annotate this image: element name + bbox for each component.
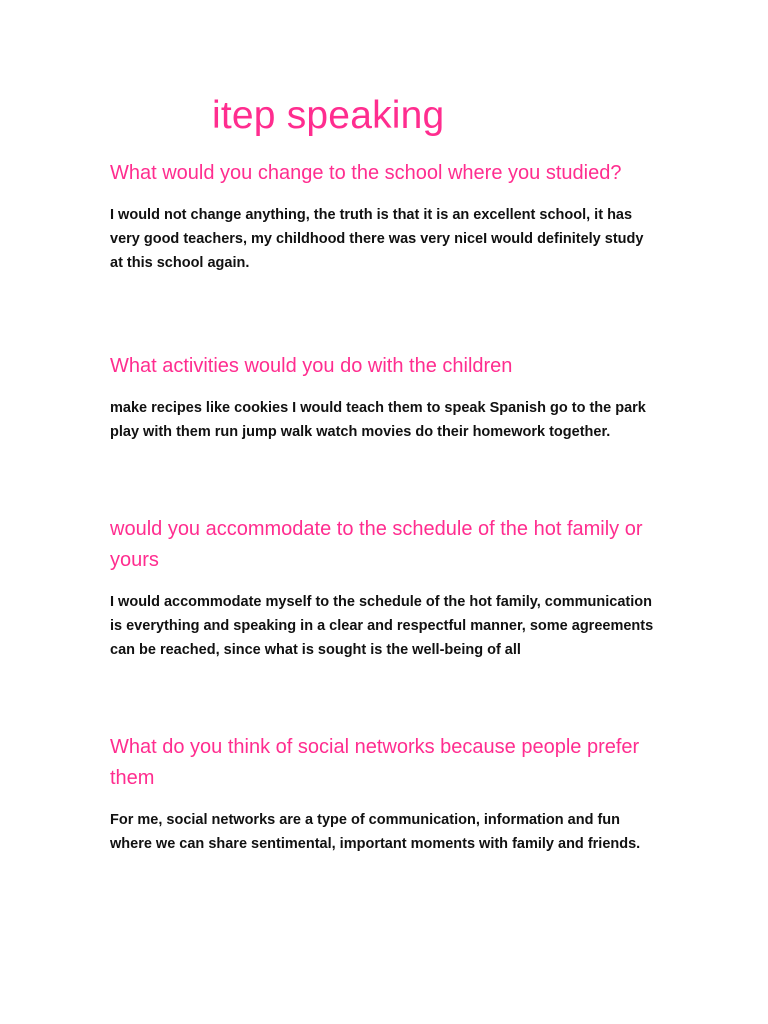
document-title: itep speaking (212, 94, 445, 137)
qa-section-schedule (110, 514, 658, 662)
answer-text: I would accommodate myself to the schedule of the hot family, communication is everything and speaking in a clear and respectful manner, some agreements can be reached, since what is sought is the well-being of all (110, 594, 654, 658)
qa-section-activities (110, 351, 658, 444)
answer-text: I would not change anything, the truth is that it is an excellent school, it has very good teachers, my childhood there was very niceI would definitely study at this school again. (110, 207, 644, 271)
question-heading: What would you change to the school where you studied? (110, 162, 622, 184)
qa-section-social-networks (110, 732, 658, 856)
question-heading: What do you think of social networks because people prefer them (110, 736, 640, 789)
question-heading: What activities would you do with the children (110, 355, 513, 377)
answer-text: For me, social networks are a type of communication, information and fun where we can share sentimental, important moments with family and friends. (110, 812, 641, 852)
qa-section-school (110, 158, 658, 275)
question-heading: would you accommodate to the schedule of the hot family or yours (110, 518, 643, 571)
answer-text: make recipes like cookies I would teach them to speak Spanish go to the park play with them run jump walk watch movies do their homework together. (110, 400, 646, 440)
